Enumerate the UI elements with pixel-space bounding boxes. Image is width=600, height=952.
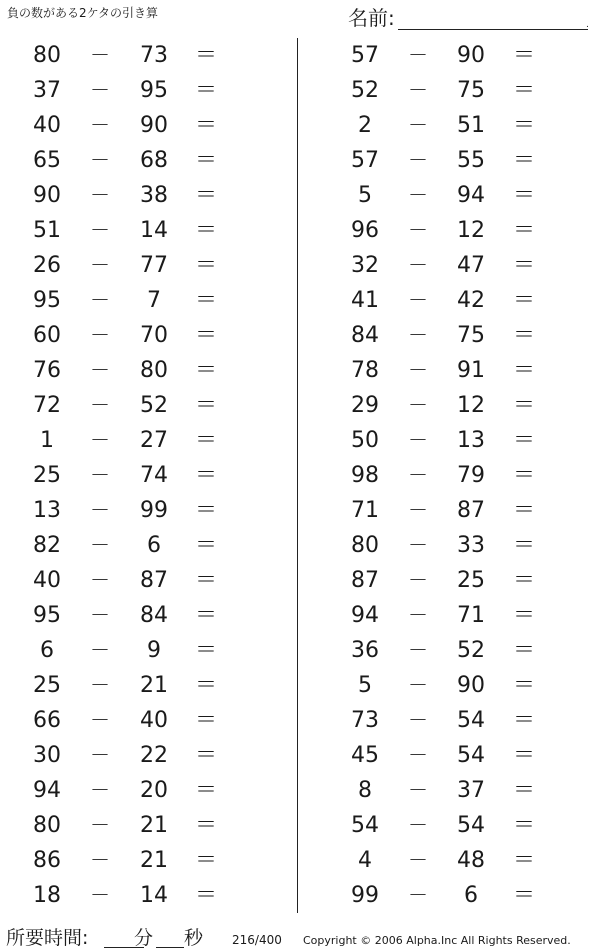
equals-sign: ＝	[512, 533, 535, 558]
minus-sign: －	[408, 183, 428, 207]
subtrahend: 40	[140, 708, 168, 733]
problem-row	[0, 73, 535, 108]
minuend: 40	[33, 113, 61, 138]
minus-sign: －	[408, 638, 428, 662]
subtrahend: 79	[457, 463, 485, 488]
equals-sign: ＝	[194, 778, 217, 803]
problem-row	[0, 703, 535, 738]
minuend: 2	[358, 113, 372, 138]
equals-sign: ＝	[512, 253, 535, 278]
minus-sign: －	[90, 463, 110, 487]
equals-sign: ＝	[194, 358, 217, 383]
minus-sign: －	[408, 428, 428, 452]
subtrahend: 22	[140, 743, 168, 768]
equals-sign: ＝	[194, 113, 217, 138]
minus-sign: －	[408, 288, 428, 312]
minus-sign: －	[90, 883, 110, 907]
minus-sign: －	[408, 778, 428, 802]
subtrahend: 7	[147, 288, 161, 313]
problem-row	[0, 283, 535, 318]
minus-sign: －	[90, 848, 110, 872]
minuend: 51	[33, 218, 61, 243]
minus-sign: －	[90, 673, 110, 697]
minuend: 41	[351, 288, 379, 313]
equals-sign: ＝	[194, 568, 217, 593]
subtrahend: 21	[140, 673, 168, 698]
equals-sign: ＝	[194, 428, 217, 453]
subtrahend: 38	[140, 183, 168, 208]
equals-sign: ＝	[512, 848, 535, 873]
equals-sign: ＝	[512, 813, 535, 838]
subtrahend: 71	[457, 603, 485, 628]
problem-row	[0, 738, 535, 773]
equals-sign: ＝	[512, 638, 535, 663]
equals-sign: ＝	[194, 393, 217, 418]
subtrahend: 77	[140, 253, 168, 278]
subtrahend: 27	[140, 428, 168, 453]
minuend: 71	[351, 498, 379, 523]
equals-sign: ＝	[512, 603, 535, 628]
minuend: 32	[351, 253, 379, 278]
subtrahend: 12	[457, 218, 485, 243]
minus-sign: －	[90, 288, 110, 312]
minus-sign: －	[408, 78, 428, 102]
minuend: 45	[351, 743, 379, 768]
problem-row	[0, 318, 535, 353]
subtrahend: 42	[457, 288, 485, 313]
minuend: 54	[351, 813, 379, 838]
subtrahend: 6	[464, 883, 478, 908]
equals-sign: ＝	[512, 498, 535, 523]
equals-sign: ＝	[194, 463, 217, 488]
minuend: 60	[33, 323, 61, 348]
equals-sign: ＝	[194, 848, 217, 873]
name-field[interactable]	[348, 6, 593, 30]
worksheet-title: 負の数がある2ケタの引き算	[7, 6, 159, 20]
minus-sign: －	[408, 743, 428, 767]
copyright: Copyright © 2006 Alpha.Inc All Rights Reserved.	[303, 934, 571, 947]
equals-sign: ＝	[194, 743, 217, 768]
name-dot: .	[586, 20, 589, 30]
problem-row	[0, 808, 535, 843]
minus-sign: －	[90, 148, 110, 172]
minus-sign: －	[90, 568, 110, 592]
subtrahend: 9	[147, 638, 161, 663]
equals-sign: ＝	[194, 638, 217, 663]
subtrahend: 52	[140, 393, 168, 418]
equals-sign: ＝	[194, 78, 217, 103]
minus-sign: －	[90, 708, 110, 732]
minuend: 95	[33, 288, 61, 313]
equals-sign: ＝	[512, 393, 535, 418]
problem-row	[0, 248, 535, 283]
minuend: 96	[351, 218, 379, 243]
minus-sign: －	[408, 393, 428, 417]
minus-sign: －	[90, 603, 110, 627]
equals-sign: ＝	[194, 883, 217, 908]
problem-row	[0, 563, 535, 598]
minuend: 13	[33, 498, 61, 523]
minus-sign: －	[408, 43, 428, 67]
subtrahend: 54	[457, 743, 485, 768]
minus-sign: －	[90, 218, 110, 242]
minuend: 80	[351, 533, 379, 558]
minuend: 87	[351, 568, 379, 593]
minus-sign: －	[408, 813, 428, 837]
subtrahend: 73	[140, 43, 168, 68]
seconds-blank[interactable]	[156, 947, 184, 948]
subtrahend: 14	[140, 883, 168, 908]
subtrahend: 12	[457, 393, 485, 418]
equals-sign: ＝	[194, 183, 217, 208]
equals-sign: ＝	[512, 183, 535, 208]
minus-sign: －	[408, 323, 428, 347]
subtrahend: 95	[140, 78, 168, 103]
problem-row	[0, 38, 535, 73]
equals-sign: ＝	[194, 708, 217, 733]
equals-sign: ＝	[512, 323, 535, 348]
minuend: 57	[351, 43, 379, 68]
minuend: 18	[33, 883, 61, 908]
subtrahend: 55	[457, 148, 485, 173]
minus-sign: －	[90, 428, 110, 452]
subtrahend: 90	[457, 43, 485, 68]
minuend: 73	[351, 708, 379, 733]
problem-row	[0, 108, 535, 143]
subtrahend: 99	[140, 498, 168, 523]
subtrahend: 87	[140, 568, 168, 593]
minuend: 65	[33, 148, 61, 173]
equals-sign: ＝	[194, 253, 217, 278]
name-underline	[398, 29, 588, 30]
problem-row	[0, 668, 535, 703]
subtrahend: 90	[457, 673, 485, 698]
minuend: 37	[33, 78, 61, 103]
minus-sign: －	[408, 218, 428, 242]
minus-sign: －	[90, 778, 110, 802]
subtrahend: 21	[140, 848, 168, 873]
minuend: 4	[358, 848, 372, 873]
problem-row	[0, 843, 535, 878]
minus-sign: －	[408, 883, 428, 907]
equals-sign: ＝	[512, 778, 535, 803]
equals-sign: ＝	[512, 43, 535, 68]
subtrahend: 75	[457, 78, 485, 103]
minuend: 57	[351, 148, 379, 173]
equals-sign: ＝	[194, 148, 217, 173]
minuend: 66	[33, 708, 61, 733]
subtrahend: 6	[147, 533, 161, 558]
minus-sign: －	[90, 638, 110, 662]
minuend: 99	[351, 883, 379, 908]
minus-sign: －	[408, 253, 428, 277]
problem-row	[0, 598, 535, 633]
subtrahend: 54	[457, 708, 485, 733]
equals-sign: ＝	[194, 218, 217, 243]
problem-row	[0, 493, 535, 528]
minuend: 52	[351, 78, 379, 103]
minus-sign: －	[408, 603, 428, 627]
equals-sign: ＝	[194, 323, 217, 348]
equals-sign: ＝	[512, 883, 535, 908]
minuend: 94	[33, 778, 61, 803]
minus-sign: －	[408, 148, 428, 172]
minus-sign: －	[90, 743, 110, 767]
minuend: 5	[358, 673, 372, 698]
equals-sign: ＝	[512, 708, 535, 733]
minuend: 95	[33, 603, 61, 628]
subtrahend: 70	[140, 323, 168, 348]
minus-sign: －	[408, 113, 428, 137]
subtrahend: 68	[140, 148, 168, 173]
minus-sign: －	[90, 78, 110, 102]
subtrahend: 91	[457, 358, 485, 383]
minus-sign: －	[90, 813, 110, 837]
minuend: 86	[33, 848, 61, 873]
subtrahend: 33	[457, 533, 485, 558]
minus-sign: －	[90, 323, 110, 347]
subtrahend: 80	[140, 358, 168, 383]
minuend: 25	[33, 673, 61, 698]
minus-sign: －	[90, 533, 110, 557]
subtrahend: 51	[457, 113, 485, 138]
subtrahend: 94	[457, 183, 485, 208]
minus-sign: －	[408, 708, 428, 732]
subtrahend: 47	[457, 253, 485, 278]
problem-row	[0, 458, 535, 493]
minuend: 76	[33, 358, 61, 383]
subtrahend: 52	[457, 638, 485, 663]
equals-sign: ＝	[194, 813, 217, 838]
problem-row	[0, 528, 535, 563]
equals-sign: ＝	[512, 428, 535, 453]
subtrahend: 74	[140, 463, 168, 488]
page-number: 216/400	[232, 933, 282, 947]
minus-sign: －	[408, 568, 428, 592]
problem-row	[0, 423, 535, 458]
problem-row	[0, 178, 535, 213]
equals-sign: ＝	[512, 113, 535, 138]
minus-sign: －	[90, 253, 110, 277]
minuend: 25	[33, 463, 61, 488]
minus-sign: －	[408, 498, 428, 522]
minus-sign: －	[90, 43, 110, 67]
minuend: 5	[358, 183, 372, 208]
minus-sign: －	[90, 498, 110, 522]
minuend: 94	[351, 603, 379, 628]
subtrahend: 13	[457, 428, 485, 453]
subtrahend: 87	[457, 498, 485, 523]
minuend: 78	[351, 358, 379, 383]
equals-sign: ＝	[512, 358, 535, 383]
minuend: 72	[33, 393, 61, 418]
equals-sign: ＝	[194, 533, 217, 558]
problem-row	[0, 143, 535, 178]
minuend: 80	[33, 813, 61, 838]
subtrahend: 25	[457, 568, 485, 593]
problem-row	[0, 388, 535, 423]
seconds-label: 秒	[184, 927, 204, 949]
equals-sign: ＝	[194, 603, 217, 628]
minuend: 40	[33, 568, 61, 593]
equals-sign: ＝	[512, 218, 535, 243]
minuend: 90	[33, 183, 61, 208]
subtrahend: 54	[457, 813, 485, 838]
equals-sign: ＝	[512, 148, 535, 173]
equals-sign: ＝	[194, 43, 217, 68]
minutes-label: 分	[134, 927, 154, 949]
problem-row	[0, 878, 535, 913]
minus-sign: －	[408, 848, 428, 872]
minuend: 36	[351, 638, 379, 663]
equals-sign: ＝	[512, 743, 535, 768]
equals-sign: ＝	[512, 463, 535, 488]
subtrahend: 37	[457, 778, 485, 803]
minus-sign: －	[408, 533, 428, 557]
minus-sign: －	[90, 358, 110, 382]
equals-sign: ＝	[512, 673, 535, 698]
minuend: 8	[358, 778, 372, 803]
minuend: 82	[33, 533, 61, 558]
minuend: 29	[351, 393, 379, 418]
equals-sign: ＝	[512, 288, 535, 313]
time-taken-label: 所要時間:	[6, 927, 89, 949]
problem-row	[0, 213, 535, 248]
equals-sign: ＝	[512, 78, 535, 103]
minuend: 1	[40, 428, 54, 453]
subtrahend: 20	[140, 778, 168, 803]
equals-sign: ＝	[512, 568, 535, 593]
minus-sign: －	[90, 393, 110, 417]
problem-row	[0, 633, 535, 668]
equals-sign: ＝	[194, 673, 217, 698]
equals-sign: ＝	[194, 288, 217, 313]
subtrahend: 48	[457, 848, 485, 873]
problem-row	[0, 353, 535, 388]
minuend: 26	[33, 253, 61, 278]
minuend: 98	[351, 463, 379, 488]
minuend: 84	[351, 323, 379, 348]
minuend: 80	[33, 43, 61, 68]
problem-row	[0, 773, 535, 808]
minus-sign: －	[408, 358, 428, 382]
subtrahend: 90	[140, 113, 168, 138]
subtrahend: 75	[457, 323, 485, 348]
name-label: 名前:	[348, 6, 395, 30]
minuend: 30	[33, 743, 61, 768]
subtrahend: 84	[140, 603, 168, 628]
minus-sign: －	[408, 463, 428, 487]
minuend: 6	[40, 638, 54, 663]
equals-sign: ＝	[194, 498, 217, 523]
minuend: 50	[351, 428, 379, 453]
minus-sign: －	[90, 113, 110, 137]
subtrahend: 14	[140, 218, 168, 243]
minus-sign: －	[90, 183, 110, 207]
subtrahend: 21	[140, 813, 168, 838]
minus-sign: －	[408, 673, 428, 697]
